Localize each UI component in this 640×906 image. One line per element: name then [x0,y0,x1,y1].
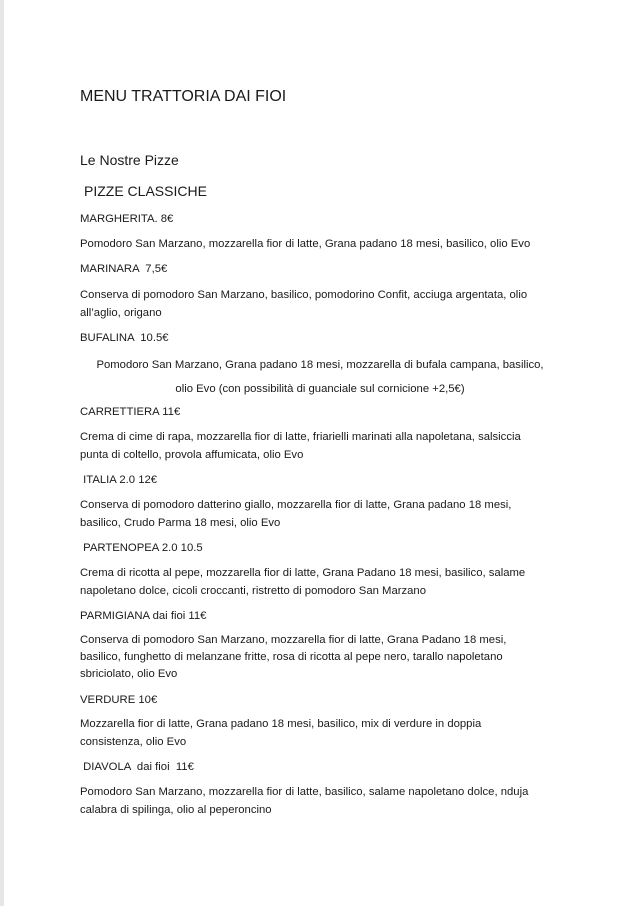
pizza-description [80,353,560,401]
description-line: Pomodoro San Marzano, mozzarella fior di latte, basilico, salame napoletano dolce, nduja [80,786,529,798]
description-line: Crema di cime di rapa, mozzarella fior di latte, friarielli marinati alla napoletana, salsiccia [80,431,521,443]
description-line: Crema di ricotta al pepe, mozzarella fior di latte, Grana Padano 18 mesi, basilico, salame [80,567,526,579]
description-line: Pomodoro San Marzano, mozzarella fior di latte, Grana padano 18 mesi, basilico, olio Evo [80,238,531,250]
section-heading: Le Nostre Pizze [80,152,179,168]
description-line: olio Evo (con possibilità di guanciale sul cornicione +2,5€) [175,383,465,395]
subsection-heading: PIZZE CLASSICHE [84,183,207,199]
description-line: Pomodoro San Marzano, Grana padano 18 mesi, mozzarella di bufala campana, basilico, [96,359,544,371]
pizza-description [80,783,528,819]
pizza-name: MARINARA 7,5€ [80,263,168,275]
description-line: Conserva di pomodoro San Marzano, basilico, pomodorino Confit, acciuga argentata, olio [80,289,528,301]
description-line: basilico, Crudo Parma 18 mesi, olio Evo [80,517,281,529]
pizza-description [80,286,527,322]
page-edge [0,0,4,906]
pizza-description [80,496,511,532]
description-line: consistenza, olio Evo [80,736,187,748]
description-line: basilico, funghetto di melanzane fritte, rosa di ricotta al pepe nero, tarallo napoletano [80,651,503,663]
pizza-name: BUFALINA 10.5€ [80,332,169,344]
description-line: sbriciolato, olio Evo [80,668,178,680]
description-line: calabra di spilinga, olio al peperoncino [80,804,272,816]
pizza-name: MARGHERITA. 8€ [80,213,174,225]
pizza-description [80,428,521,464]
menu-title: MENU TRATTORIA DAI FIOI [80,88,287,105]
description-line: Mozzarella fior di latte, Grana padano 18 mesi, basilico, mix di verdure in doppia [80,718,482,730]
description-line: all’aglio, origano [80,307,162,319]
description-line: Conserva di pomodoro San Marzano, mozzarella fior di latte, Grana Padano 18 mesi, [80,634,507,646]
description-line: punta di coltello, provola affumicata, olio Evo [80,449,304,461]
pizza-name: PARTENOPEA 2.0 10.5 [80,542,203,554]
pizza-name: DIAVOLA dai fioi 11€ [80,761,194,773]
pizza-name: VERDURE 10€ [80,694,158,706]
pizza-description [80,564,525,600]
pizza-description [80,235,530,253]
pizza-name: PARMIGIANA dai fioi 11€ [80,610,207,622]
pizza-description [80,632,506,683]
description-line: Conserva di pomodoro datterino giallo, mozzarella fior di latte, Grana padano 18 mesi, [80,499,512,511]
description-line: napoletano dolce, cicoli croccanti, ristretto di pomodoro San Marzano [80,585,426,597]
pizza-name: CARRETTIERA 11€ [80,406,181,418]
pizza-description [80,715,481,751]
pizza-name: ITALIA 2.0 12€ [80,474,158,486]
